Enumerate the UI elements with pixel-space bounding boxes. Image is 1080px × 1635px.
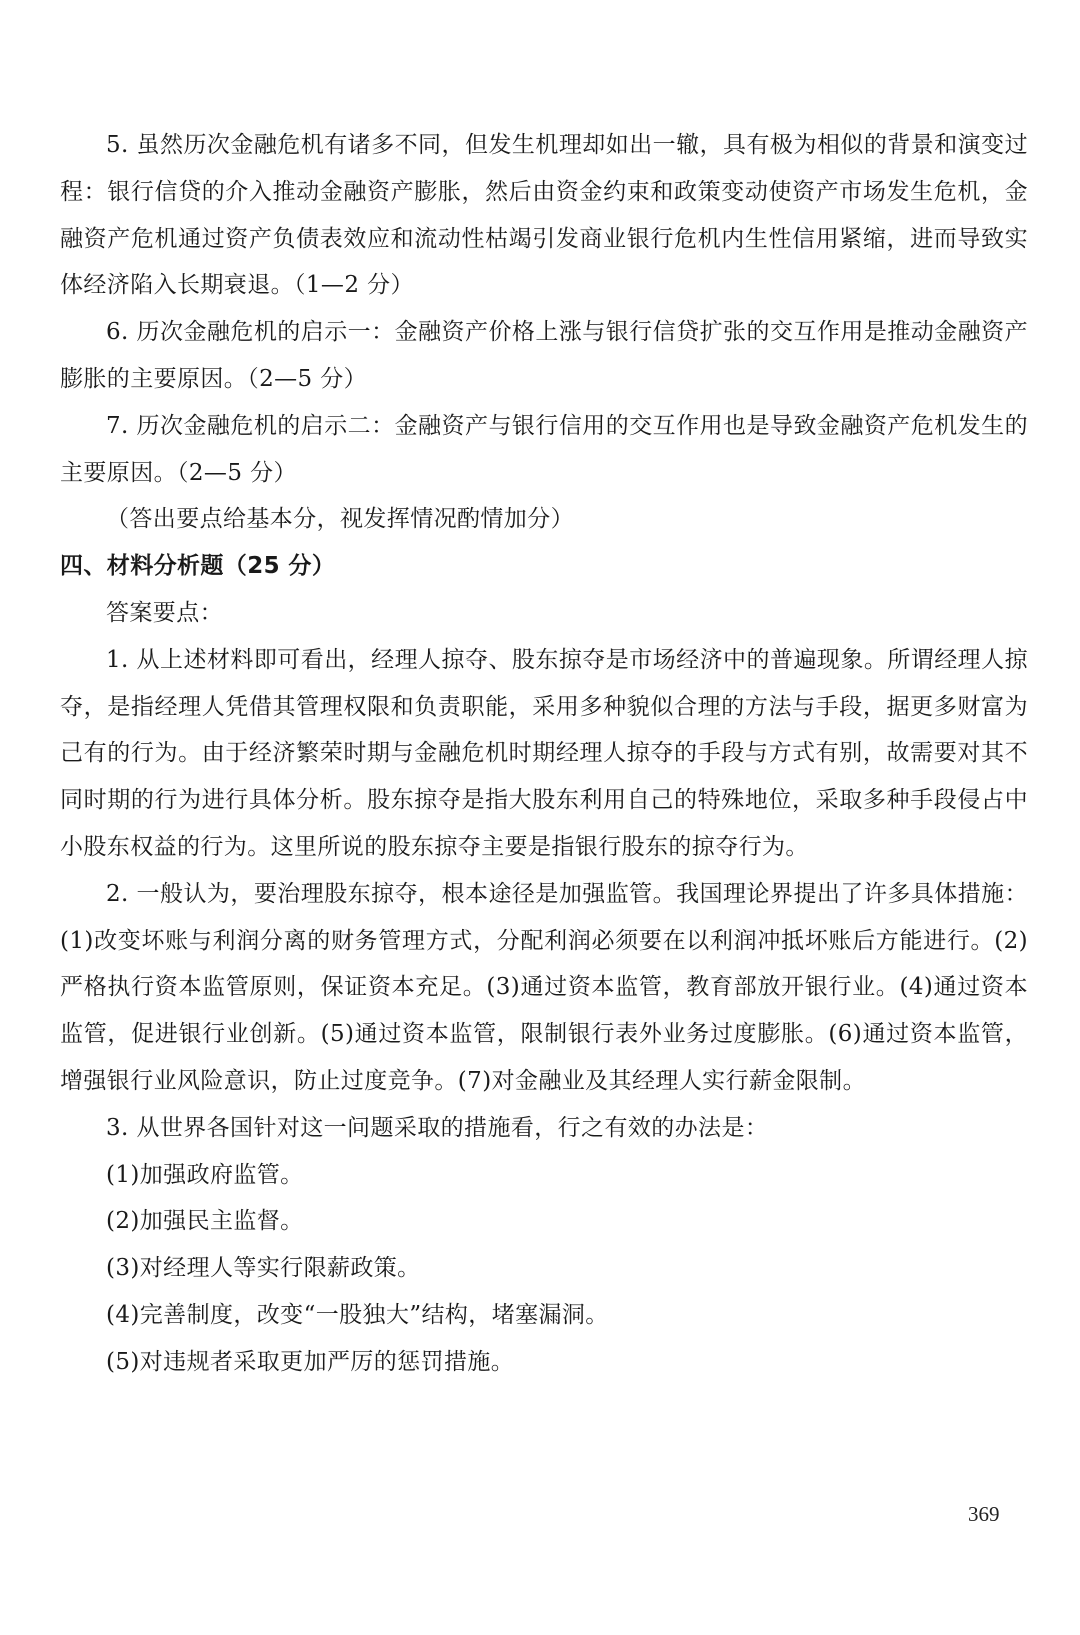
paragraph-point-7: 7. 历次金融危机的启示二：金融资产与银行信用的交互作用也是导致金融资产危机发生的主要原因。（2—5 分） bbox=[60, 412, 1028, 486]
answer-point-2: 2. 一般认为，要治理股东掠夺，根本途径是加强监管。我国理论界提出了许多具体措施：(1)改变坏账与利润分离的财务管理方式，分配利润必须要在以利润冲抵坏账后方能进行。(2)严格执行资本监管原则，保证资本充足。(3)通过资本监管，教育部放开银行业。(4)通过资本监管，促进银行业创新。(5)通过资本监管，限制银行表外业务过度膨胀。(6)通过资本监管，增强银行业风险意识，防止过度竞争。(7)对金融业及其经理人实行薪金限制。 bbox=[60, 880, 1028, 1094]
paragraph-point-6: 6. 历次金融危机的启示一：金融资产价格上涨与银行信贷扩张的交互作用是推动金融资产膨胀的主要原因。（2—5 分） bbox=[60, 319, 1028, 392]
answer-point-1: 1. 从上述材料即可看出，经理人掠夺、股东掠夺是市场经济中的普遍现象。所谓经理人掠夺，是指经理人凭借其管理权限和负责职能，采用多种貌似合理的方法与手段，据更多财富为己有的行为。由于经济繁荣时期与金融危机时期经理人掠夺的手段与方式有别，故需要对其不同时期的行为进行具体分析。股东掠夺是指大股东利用自己的特殊地位，采取多种手段侵占中小股东权益的行为。这里所说的股东掠夺主要是指银行股东的掠夺行为。 bbox=[60, 646, 1028, 860]
paragraph-point-5: 5. 虽然历次金融危机有诸多不同，但发生机理却如出一辙，具有极为相似的背景和演变过程：银行信贷的介入推动金融资产膨胀，然后由资金约束和政策变动使资产市场发生危机，金融资产危机通过资产负债表效应和流动性枯竭引发商业银行危机内生性信用紧缩，进而导致实体经济陷入长期衰退。（1—2 分） bbox=[60, 132, 1028, 299]
page-body bbox=[60, 122, 1028, 1386]
measure-item: (2)加强民主监督。 bbox=[106, 1208, 304, 1235]
section-heading: 四、材料分析题（25 分） bbox=[60, 553, 336, 580]
measure-item: (5)对违规者采取更加严厉的惩罚措施。 bbox=[106, 1348, 515, 1375]
measure-item: (3)对经理人等实行限薪政策。 bbox=[106, 1255, 421, 1282]
measure-item: (4)完善制度，改变“一股独大”结构，堵塞漏洞。 bbox=[106, 1301, 609, 1328]
answer-point-3: 3. 从世界各国针对这一问题采取的措施看，行之有效的办法是： bbox=[106, 1114, 769, 1141]
measure-item: (1)加强政府监管。 bbox=[106, 1161, 304, 1188]
page-number: 369 bbox=[968, 1502, 1000, 1526]
answer-label: 答案要点： bbox=[106, 599, 223, 626]
grading-note: （答出要点给基本分，视发挥情况酌情加分） bbox=[106, 506, 574, 533]
